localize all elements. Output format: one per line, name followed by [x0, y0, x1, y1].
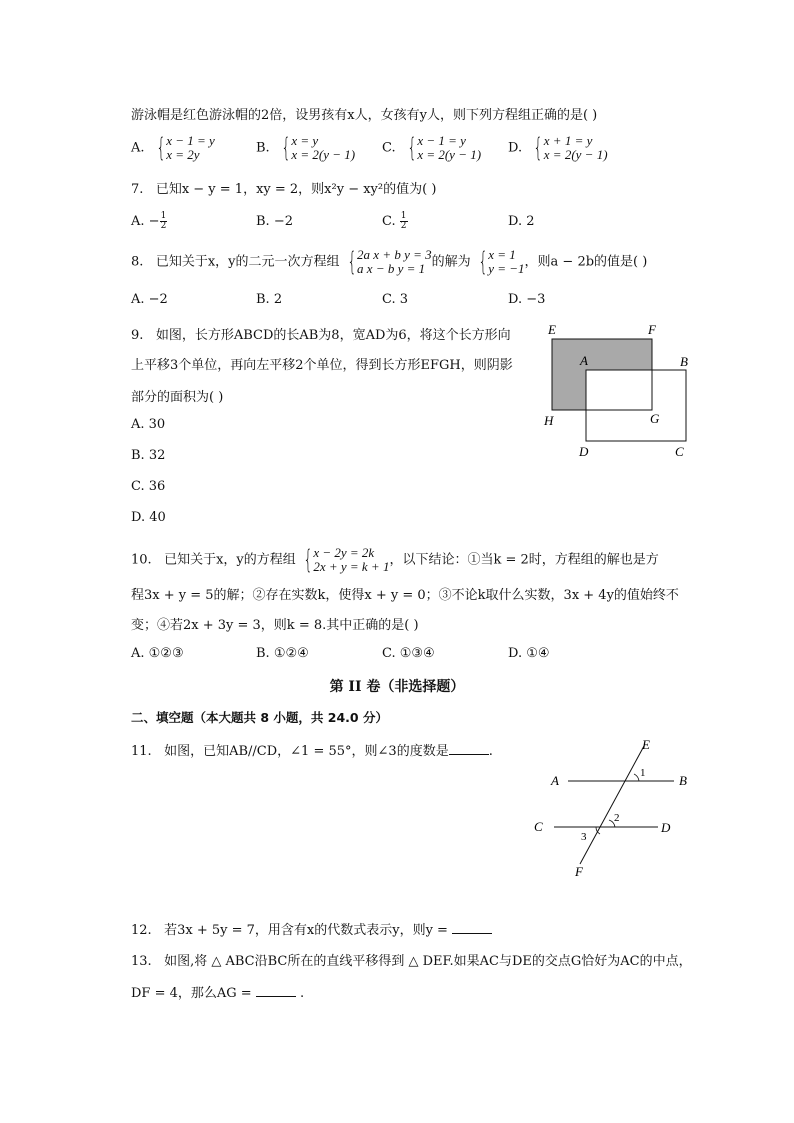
q7-option-b: B. −2 — [256, 214, 293, 229]
q6-a-row2: x = 2y — [166, 147, 200, 162]
q8-option-c: C. 3 — [382, 292, 409, 307]
q12-answer-blank[interactable] — [452, 922, 492, 934]
q6-d-row2: x = 2(y − 1) — [543, 147, 608, 162]
q10-option-d: D. ①④ — [508, 646, 550, 661]
q8-system-row2: a x − b y = 1 — [357, 261, 426, 276]
q10-stem-line2: 程3x + y = 5的解；②存在实数k，使得x + y = 0；③不论k取什么实数，3x + 4y的值始终不 — [131, 588, 679, 603]
label-angle2: 2 — [614, 812, 620, 824]
q13-stem-line1: 13. 如图,将 △ ABC沿BC所在的直线平移得到 △ DEF.如果AC与DE的交点G恰好为AC的中点， — [131, 954, 692, 969]
section2-header: 二、填空题（本大题共 8 小题，共 24.0 分） — [131, 710, 388, 725]
q7-stem: 7. 已知x − y = 1，xy = 2，则x²y − xy²的值为( ) — [131, 182, 437, 197]
label-angle1: 1 — [640, 767, 646, 779]
q9-option-a: A. 30 — [131, 417, 166, 432]
label-d: D — [579, 444, 589, 459]
q9-stem-line2: 上平移3个单位，再向左平移2个单位，得到长方形EFGH，则阴影 — [131, 358, 513, 373]
q9-option-d: D. 40 — [131, 510, 166, 525]
angle1-arc — [634, 774, 639, 781]
q11-answer-blank[interactable] — [449, 743, 489, 755]
q10-stem-line3: 变；④若2x + 3y = 3，则k = 8.其中正确的是( ) — [131, 618, 419, 633]
q6-option-d: D. { x + 1 = y x = 2(y − 1) — [508, 133, 608, 163]
label-c: C — [534, 819, 543, 834]
q9-option-c: C. 36 — [131, 479, 166, 494]
q6-b-row1: x = y — [291, 133, 319, 148]
q6-c-row1: x − 1 = y — [417, 133, 466, 148]
label-b: B — [680, 354, 688, 369]
label-c: C — [675, 444, 684, 459]
q7-option-a: A. − $\frac{1}{2}$ — [131, 211, 167, 231]
q9-option-b: B. 32 — [131, 448, 166, 463]
label-f: F — [575, 864, 583, 879]
q8-system-row1: 2a x + b y = 3 — [357, 247, 432, 262]
label-b: B — [679, 773, 687, 788]
part2-title: 第 II 卷（非选择题） — [329, 679, 465, 695]
q8-option-d: D. −3 — [508, 292, 546, 307]
q10-system-row1: x − 2y = 2k — [313, 545, 375, 560]
q6-stem-tail: 游泳帽是红色游泳帽的2倍，设男孩有x人，女孩有y人，则下列方程组正确的是( ) — [131, 108, 598, 123]
q8-option-a: A. −2 — [131, 292, 168, 307]
q6-option-a: A. { x − 1 = y x = 2y — [131, 133, 215, 163]
q8-solution-row2: y = −1 — [488, 261, 525, 276]
q6-d-row1: x + 1 = y — [543, 133, 593, 148]
q13-stem-line2: DF = 4，那么AG = . — [131, 986, 305, 1001]
q11-parallel-lines-figure — [528, 736, 708, 882]
q8-option-b: B. 2 — [256, 292, 283, 307]
label-a: A — [551, 773, 559, 788]
label-f: F — [648, 322, 656, 337]
q8-solution-row1: x = 1 — [488, 247, 516, 262]
q6-c-row2: x = 2(y − 1) — [417, 147, 482, 162]
q9-stem-line3: 部分的面积为( ) — [131, 390, 224, 405]
q6-b-row2: x = 2(y − 1) — [291, 147, 356, 162]
label-d: D — [661, 820, 671, 835]
q9-stem-line1: 9. 如图，长方形ABCD的长AB为8，宽AD为6，将这个长方形向 — [131, 328, 511, 343]
q10-option-b: B. ①②④ — [256, 646, 309, 661]
label-a: A — [580, 353, 588, 368]
overlap-region — [586, 370, 652, 410]
q10-option-a: A. ①②③ — [131, 646, 184, 661]
q10-stem-line1: 10. 已知关于x，y的方程组 { x − 2y = 2k 2x + y = k + 1 ，以下结论：①当k = 2时，方程组的解也是方 — [131, 545, 659, 575]
q8-stem: 8. 已知关于x，y的二元一次方程组 { 2a x + b y = 3 a x − b y = 1 的解为 { x = 1 y = −1 ，则a − 2b的值是( ) — [131, 247, 648, 277]
q6-option-c: C. { x − 1 = y x = 2(y − 1) — [382, 133, 482, 163]
q10-option-c: C. ①③④ — [382, 646, 435, 661]
q13-answer-blank[interactable] — [256, 985, 296, 997]
label-e: E — [548, 322, 556, 337]
label-e: E — [642, 737, 650, 752]
q6-a-row1: x − 1 = y — [166, 133, 215, 148]
q11-stem: 11. 如图，已知AB//CD，∠1 = 55°，则∠3的度数是 . — [131, 744, 493, 759]
label-g: G — [650, 411, 660, 426]
q10-system-row2: 2x + y = k + 1 — [313, 559, 390, 574]
q7-option-d: D. 2 — [508, 214, 535, 229]
q7-option-c: C. $\frac{1}{2}$ — [382, 211, 407, 231]
label-h: H — [544, 413, 554, 428]
q6-option-b: B. { x = y x = 2(y − 1) — [256, 133, 356, 163]
line-ef — [580, 746, 644, 864]
label-angle3: 3 — [581, 831, 587, 843]
q9-rectangles-figure — [530, 318, 710, 468]
q12-stem: 12. 若3x + 5y = 7，用含有x的代数式表示y，则y = — [131, 919, 492, 938]
